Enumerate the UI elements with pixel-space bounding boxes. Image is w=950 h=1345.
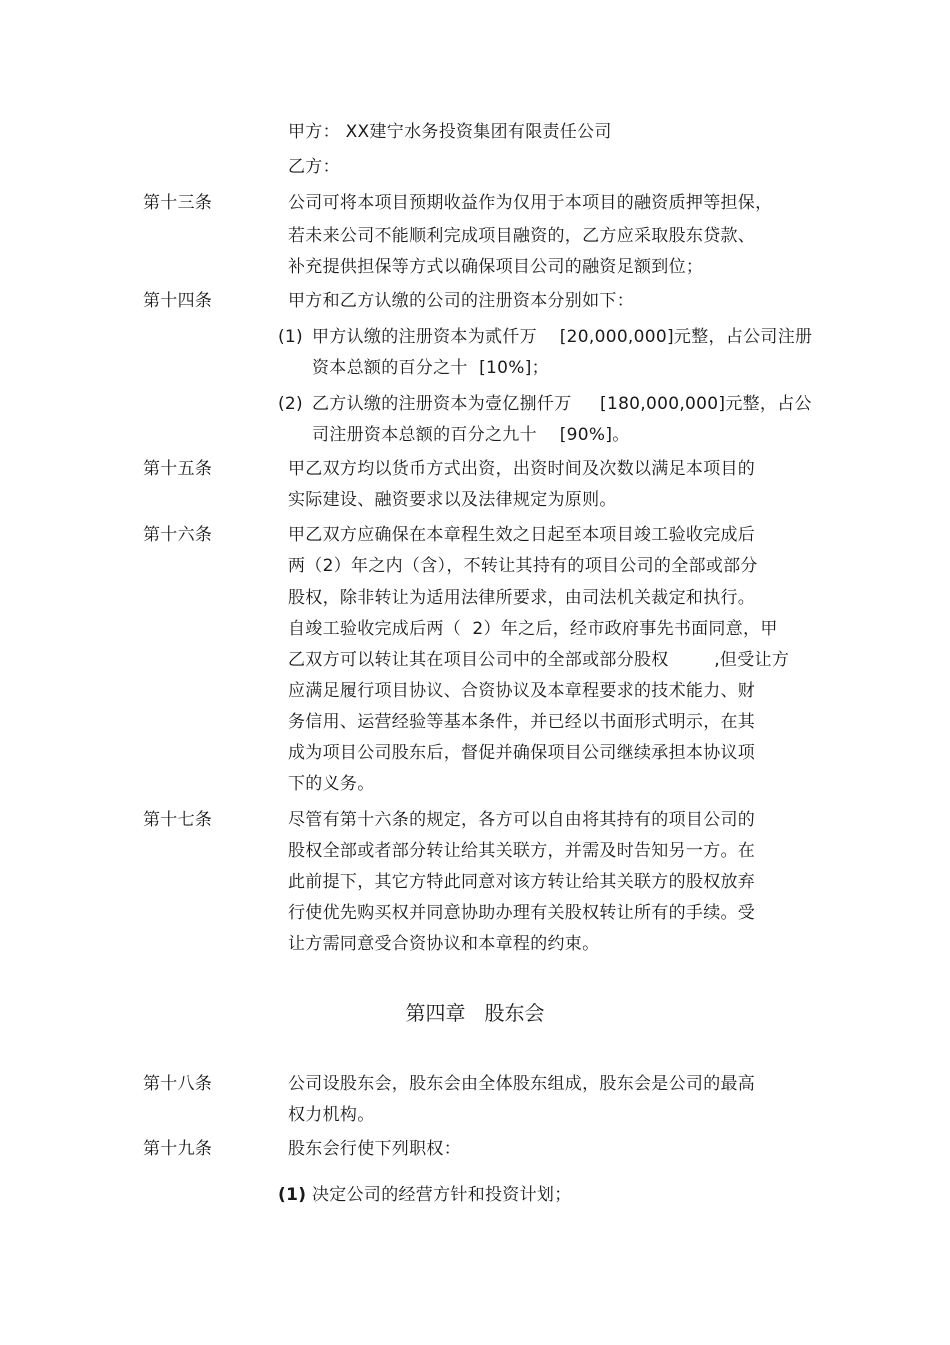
article-15-line: 甲乙双方均以货币方式出资，出资时间及次数以满足本项目的 [288, 459, 756, 479]
article-14-label: 第十四条 [143, 291, 213, 311]
party-b: 乙方： [288, 157, 340, 177]
chapter-heading: 第四章 股东会 [405, 1001, 545, 1025]
article-19-intro: 股东会行使下列职权： [288, 1139, 461, 1159]
article-16-label: 第十六条 [143, 525, 213, 545]
article-15-line: 实际建设、融资要求以及法律规定为原则。 [288, 490, 617, 510]
article-16-line: 成为项目公司股东后，督促并确保项目公司继续承担本协议项 [288, 743, 756, 763]
article-14-item-2-number: (2) [278, 394, 303, 414]
article-13-line: 若未来公司不能顺利完成项目融资的，乙方应采取股东贷款、 [288, 226, 756, 246]
article-19-item-1-number: (1) [278, 1185, 307, 1205]
article-14-item-1-number: (1) [278, 327, 303, 347]
article-16-line: 自竣工验收完成后两（ 2）年之后，经市政府事先书面同意，甲 [288, 619, 778, 639]
article-14-intro: 甲方和乙方认缴的公司的注册资本分别如下： [288, 291, 634, 311]
article-16-line: 甲乙双方应确保在本章程生效之日起至本项目竣工验收完成后 [288, 525, 756, 545]
article-13-line: 补充提供担保等方式以确保项目公司的融资足额到位； [288, 257, 704, 277]
article-14-item-2-line: 乙方认缴的注册资本为壹亿捌仟万 [180,000,000]元整，占公 [312, 394, 812, 414]
article-14-item-2-line: 司注册资本总额的百分之九十 [90%]。 [312, 425, 630, 445]
article-18-line: 权力机构。 [288, 1105, 375, 1125]
article-13-line: 公司可将本项目预期收益作为仅用于本项目的融资质押等担保， [288, 193, 773, 213]
article-17-line: 尽管有第十六条的规定，各方可以自由将其持有的项目公司的 [288, 810, 756, 830]
article-17-line: 此前提下，其它方特此同意对该方转让给其关联方的股权放弃 [288, 872, 756, 892]
article-16-line: 应满足履行项目协议、合资协议及本章程要求的技术能力、财 [288, 681, 756, 701]
article-17-label: 第十七条 [143, 810, 213, 830]
article-14-item-1-line: 资本总额的百分之十 [10%]； [312, 358, 549, 378]
article-16-line: 下的义务。 [288, 774, 375, 794]
article-17-line: 股权全部或者部分转让给其关联方，并需及时告知另一方。在 [288, 841, 756, 861]
article-17-line: 行使优先购买权并同意协助办理有关股权转让所有的手续。受 [288, 903, 756, 923]
article-14-item-1-line: 甲方认缴的注册资本为贰仟万 [20,000,000]元整，占公司注册 [312, 327, 813, 347]
article-16-line: 两（2）年之内（含），不转让其持有的项目公司的全部或部分 [288, 556, 758, 576]
article-19-label: 第十九条 [143, 1139, 213, 1159]
article-16-line: 务信用、运营经验等基本条件，并已经以书面形式明示，在其 [288, 712, 756, 732]
article-18-line: 公司设股东会，股东会由全体股东组成，股东会是公司的最高 [288, 1074, 756, 1094]
article-19-item-1-text: 决定公司的经营方针和投资计划； [312, 1185, 572, 1205]
party-a: 甲方： XX建宁水务投资集团有限责任公司 [288, 122, 612, 142]
article-18-label: 第十八条 [143, 1074, 213, 1094]
article-15-label: 第十五条 [143, 459, 213, 479]
article-13-label: 第十三条 [143, 193, 213, 213]
article-17-line: 让方需同意受合资协议和本章程的约束。 [288, 934, 600, 954]
article-16-line: 乙双方可以转让其在项目公司中的全部或部分股权 ,但受让方 [288, 650, 790, 670]
article-16-line: 股权，除非转让为适用法律所要求，由司法机关裁定和执行。 [288, 588, 756, 608]
